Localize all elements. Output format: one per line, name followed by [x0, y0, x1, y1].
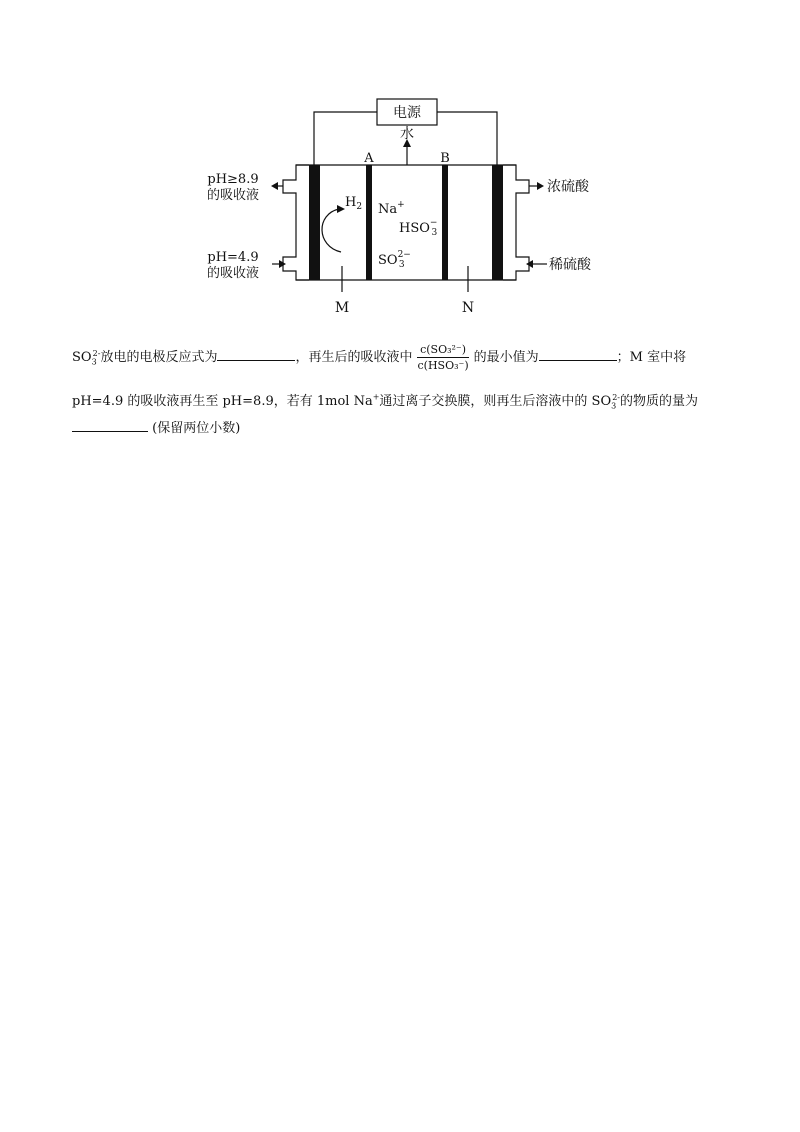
right-electrode — [492, 165, 503, 280]
chamber-m-label: M — [334, 300, 350, 316]
left-top-arrow-head — [271, 182, 278, 190]
na-ion-label: Na+ — [378, 200, 405, 217]
cell-right-wall — [503, 165, 529, 280]
question-line-2: pH=4.9 的吸收液再生至 pH=8.9，若有 1mol Na+通过离子交换膜，则再生后溶液中的 $SO_3^{2-}$的物质的量为 — [72, 392, 699, 411]
question-line-3: (保留两位小数) — [72, 417, 240, 436]
left-bottom-absorbent-label: 的吸收液 — [206, 266, 260, 281]
h2-curved-arrow — [322, 209, 341, 252]
electrode-b-label: B — [440, 151, 450, 166]
right-top-label: 浓硫酸 — [547, 179, 589, 195]
answer-blank-2[interactable] — [539, 348, 617, 361]
electrode-a-label: A — [364, 151, 374, 166]
h2-arrow-head — [337, 205, 345, 213]
left-top-ph-label: pH≥8.9 — [207, 172, 259, 187]
hso3-ion-label: HSO− 3 — [399, 218, 438, 238]
answer-blank-1[interactable] — [217, 348, 295, 361]
cell-left-wall — [283, 165, 309, 280]
left-bottom-ph-label: pH=4.9 — [207, 250, 259, 265]
concentration-ratio: $\frac{\text{c(SO₃²⁻)}}{\text{c(HSO₃⁻)}}$ — [417, 343, 469, 372]
power-label: 电源 — [393, 105, 421, 121]
water-label: 水 — [400, 126, 414, 142]
right-bottom-label: 稀硫酸 — [549, 257, 591, 273]
question-line-1: $SO_3^{2-}$放电的电极反应式为 ，再生后的吸收液中 $\frac{\text{c(SO₃²⁻)}}{\text{c(HSO₃⁻)}}$ 的最小值为 ；M 室中将 — [72, 343, 687, 372]
membrane-b — [442, 165, 448, 280]
right-top-arrow-head — [537, 182, 544, 190]
electrolysis-diagram — [0, 0, 800, 330]
left-top-absorbent-label: 的吸收液 — [206, 188, 260, 203]
answer-blank-3[interactable] — [72, 419, 148, 432]
chamber-n-label: N — [461, 300, 475, 316]
left-electrode — [309, 165, 320, 280]
h2-label: $H_2$ — [345, 195, 363, 212]
so3-ion-text: $SO_3^{2-}$ — [72, 348, 101, 367]
so3-ion-label: $SO^{2-}$ 3 — [378, 250, 411, 270]
membrane-a — [366, 165, 372, 280]
